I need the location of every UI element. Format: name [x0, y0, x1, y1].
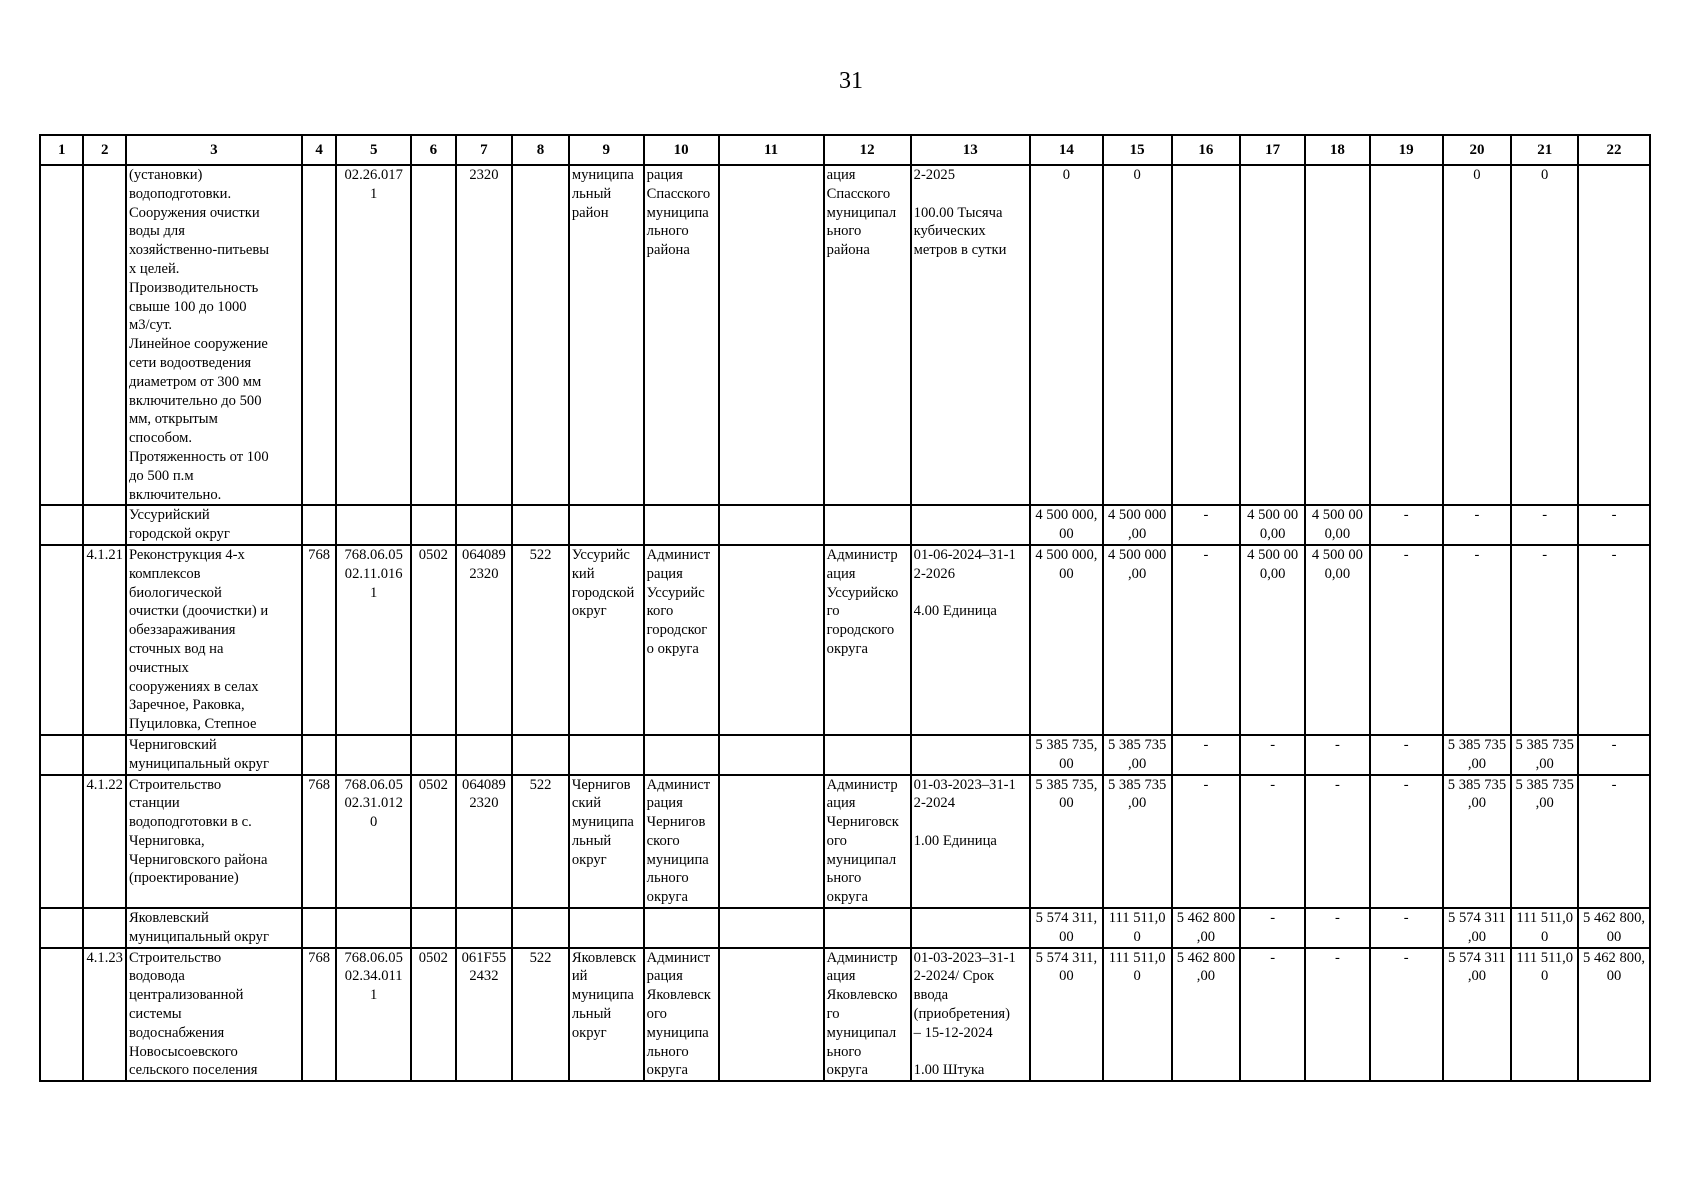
cell-col-6 [411, 908, 455, 948]
column-header-16: 16 [1172, 135, 1241, 165]
cell-col-19: - [1370, 775, 1443, 909]
cell-col-3: Уссурийский городской округ [126, 505, 302, 545]
cell-col-14: 5 385 735, 00 [1030, 775, 1103, 909]
cell-col-21: 111 511,0 0 [1511, 948, 1578, 1082]
table-row [40, 908, 1650, 948]
cell-col-12 [824, 908, 911, 948]
cell-col-13: 01-03-2023–31-1 2-2024 1.00 Единица [911, 775, 1030, 909]
cell-col-6 [411, 735, 455, 775]
cell-col-14: 4 500 000, 00 [1030, 505, 1103, 545]
cell-col-2 [83, 908, 125, 948]
table-row [40, 505, 1650, 545]
column-header-19: 19 [1370, 135, 1443, 165]
cell-col-21: 111 511,0 0 [1511, 908, 1578, 948]
cell-col-22 [1578, 165, 1650, 505]
table-body [40, 165, 1650, 1081]
cell-col-3: Строительство водовода централизованной системы водоснабжения Новосысоевского сельского поселения [126, 948, 302, 1082]
cell-col-1 [40, 908, 83, 948]
cell-col-7 [456, 505, 513, 545]
cell-col-17: - [1240, 948, 1305, 1082]
cell-col-5 [336, 908, 411, 948]
cell-col-4: 768 [302, 775, 336, 909]
cell-col-13 [911, 735, 1030, 775]
cell-col-18: - [1305, 735, 1370, 775]
cell-col-16: - [1172, 545, 1241, 735]
cell-col-2 [83, 735, 125, 775]
cell-col-10: рация Спасского муниципа льного района [644, 165, 719, 505]
column-header-22: 22 [1578, 135, 1650, 165]
cell-col-9 [569, 735, 644, 775]
cell-col-4: 768 [302, 545, 336, 735]
cell-col-22: - [1578, 545, 1650, 735]
cell-col-3: Реконструкция 4-х комплексов биологической очистки (доочистки) и обеззараживания сточных вод на очистных сооружениях в селах Заречное, Раковка, Пуциловка, Степное [126, 545, 302, 735]
cell-col-17: - [1240, 908, 1305, 948]
cell-col-9 [569, 505, 644, 545]
cell-col-7: 064089 2320 [456, 775, 513, 909]
cell-col-18: - [1305, 908, 1370, 948]
cell-col-15: 4 500 000 ,00 [1103, 505, 1172, 545]
cell-col-12: Администр ация Уссурийско го городского округа [824, 545, 911, 735]
cell-col-10: Админист рация Уссурийс кого городског о округа [644, 545, 719, 735]
cell-col-15: 111 511,0 0 [1103, 908, 1172, 948]
column-header-3: 3 [126, 135, 302, 165]
cell-col-6 [411, 165, 455, 505]
cell-col-20: - [1443, 505, 1512, 545]
cell-col-4: 768 [302, 948, 336, 1082]
cell-col-13 [911, 505, 1030, 545]
cell-col-20: 0 [1443, 165, 1512, 505]
cell-col-2: 4.1.22 [83, 775, 125, 909]
cell-col-10: Админист рация Чернигов ского муниципа льного округа [644, 775, 719, 909]
cell-col-9: Уссурийс кий городской округ [569, 545, 644, 735]
table-row [40, 948, 1650, 1082]
cell-col-14: 0 [1030, 165, 1103, 505]
cell-col-17: 4 500 00 0,00 [1240, 545, 1305, 735]
cell-col-15: 5 385 735 ,00 [1103, 735, 1172, 775]
cell-col-2 [83, 505, 125, 545]
cell-col-8: 522 [512, 775, 569, 909]
cell-col-7: 064089 2320 [456, 545, 513, 735]
column-header-5: 5 [336, 135, 411, 165]
cell-col-10: Админист рация Яковлевск ого муниципа льного округа [644, 948, 719, 1082]
column-header-11: 11 [719, 135, 824, 165]
cell-col-22: 5 462 800, 00 [1578, 908, 1650, 948]
column-header-6: 6 [411, 135, 455, 165]
cell-col-9: муниципа льный район [569, 165, 644, 505]
column-header-12: 12 [824, 135, 911, 165]
cell-col-5: 768.06.05 02.31.012 0 [336, 775, 411, 909]
cell-col-15: 111 511,0 0 [1103, 948, 1172, 1082]
header-row [40, 135, 1650, 165]
cell-col-9: Яковлевск ий муниципа льный округ [569, 948, 644, 1082]
cell-col-19: - [1370, 545, 1443, 735]
cell-col-7 [456, 735, 513, 775]
cell-col-1 [40, 735, 83, 775]
cell-col-6: 0502 [411, 545, 455, 735]
column-header-14: 14 [1030, 135, 1103, 165]
cell-col-8 [512, 505, 569, 545]
cell-col-14: 4 500 000, 00 [1030, 545, 1103, 735]
cell-col-12 [824, 505, 911, 545]
cell-col-18: 4 500 00 0,00 [1305, 545, 1370, 735]
cell-col-14: 5 574 311, 00 [1030, 908, 1103, 948]
cell-col-16: - [1172, 505, 1241, 545]
cell-col-5 [336, 505, 411, 545]
cell-col-22: 5 462 800, 00 [1578, 948, 1650, 1082]
cell-col-13: 2-2025 100.00 Тысяча кубических метров в сутки [911, 165, 1030, 505]
cell-col-22: - [1578, 735, 1650, 775]
cell-col-15: 0 [1103, 165, 1172, 505]
cell-col-20: 5 385 735 ,00 [1443, 735, 1512, 775]
cell-col-3: Черниговский муниципальный округ [126, 735, 302, 775]
cell-col-16: - [1172, 735, 1241, 775]
cell-col-1 [40, 775, 83, 909]
column-header-9: 9 [569, 135, 644, 165]
cell-col-11 [719, 775, 824, 909]
cell-col-6: 0502 [411, 775, 455, 909]
cell-col-11 [719, 908, 824, 948]
cell-col-16: - [1172, 775, 1241, 909]
column-header-13: 13 [911, 135, 1030, 165]
cell-col-20: 5 574 311 ,00 [1443, 908, 1512, 948]
cell-col-21: - [1511, 505, 1578, 545]
cell-col-18: - [1305, 948, 1370, 1082]
cell-col-7: 2320 [456, 165, 513, 505]
cell-col-6 [411, 505, 455, 545]
cell-col-19: - [1370, 908, 1443, 948]
cell-col-10 [644, 735, 719, 775]
cell-col-13: 01-06-2024–31-1 2-2026 4.00 Единица [911, 545, 1030, 735]
table-row [40, 165, 1650, 505]
column-header-18: 18 [1305, 135, 1370, 165]
column-header-17: 17 [1240, 135, 1305, 165]
cell-col-8: 522 [512, 545, 569, 735]
cell-col-14: 5 574 311, 00 [1030, 948, 1103, 1082]
cell-col-1 [40, 505, 83, 545]
cell-col-12: ация Спасского муниципал ьного района [824, 165, 911, 505]
cell-col-12: Администр ация Яковлевско го муниципал ьного округа [824, 948, 911, 1082]
cell-col-1 [40, 165, 83, 505]
cell-col-8 [512, 165, 569, 505]
cell-col-17 [1240, 165, 1305, 505]
cell-col-21: 5 385 735 ,00 [1511, 735, 1578, 775]
cell-col-12 [824, 735, 911, 775]
cell-col-2 [83, 165, 125, 505]
cell-col-3: Яковлевский муниципальный округ [126, 908, 302, 948]
column-header-1: 1 [40, 135, 83, 165]
cell-col-10 [644, 505, 719, 545]
cell-col-1 [40, 948, 83, 1082]
cell-col-19: - [1370, 948, 1443, 1082]
cell-col-11 [719, 948, 824, 1082]
cell-col-2: 4.1.21 [83, 545, 125, 735]
cell-col-20: - [1443, 545, 1512, 735]
cell-col-12: Администр ация Черниговск ого муниципал ьного округа [824, 775, 911, 909]
cell-col-18: - [1305, 775, 1370, 909]
column-header-21: 21 [1511, 135, 1578, 165]
cell-col-13: 01-03-2023–31-1 2-2024/ Срок ввода (приобретения) – 15-12-2024 1.00 Штука [911, 948, 1030, 1082]
cell-col-13 [911, 908, 1030, 948]
column-header-2: 2 [83, 135, 125, 165]
cell-col-5: 768.06.05 02.11.016 1 [336, 545, 411, 735]
cell-col-11 [719, 545, 824, 735]
table-row [40, 775, 1650, 909]
cell-col-8 [512, 908, 569, 948]
cell-col-21: - [1511, 545, 1578, 735]
budget-table [39, 134, 1651, 1082]
cell-col-7: 061F55 2432 [456, 948, 513, 1082]
cell-col-6: 0502 [411, 948, 455, 1082]
cell-col-19: - [1370, 735, 1443, 775]
cell-col-16: 5 462 800 ,00 [1172, 948, 1241, 1082]
cell-col-5: 768.06.05 02.34.011 1 [336, 948, 411, 1082]
cell-col-19 [1370, 165, 1443, 505]
table-row [40, 735, 1650, 775]
cell-col-7 [456, 908, 513, 948]
cell-col-18 [1305, 165, 1370, 505]
cell-col-22: - [1578, 505, 1650, 545]
cell-col-22: - [1578, 775, 1650, 909]
cell-col-9: Чернигов ский муниципа льный округ [569, 775, 644, 909]
cell-col-19: - [1370, 505, 1443, 545]
cell-col-2: 4.1.23 [83, 948, 125, 1082]
cell-col-9 [569, 908, 644, 948]
column-header-15: 15 [1103, 135, 1172, 165]
cell-col-5: 02.26.017 1 [336, 165, 411, 505]
cell-col-20: 5 385 735 ,00 [1443, 775, 1512, 909]
column-header-20: 20 [1443, 135, 1512, 165]
cell-col-17: - [1240, 735, 1305, 775]
cell-col-11 [719, 165, 824, 505]
cell-col-3: Строительство станции водоподготовки в с. Черниговка, Черниговского района (проектирование) [126, 775, 302, 909]
cell-col-1 [40, 545, 83, 735]
column-header-10: 10 [644, 135, 719, 165]
cell-col-16 [1172, 165, 1241, 505]
column-header-7: 7 [456, 135, 513, 165]
cell-col-15: 4 500 000 ,00 [1103, 545, 1172, 735]
cell-col-11 [719, 505, 824, 545]
cell-col-20: 5 574 311 ,00 [1443, 948, 1512, 1082]
table-row [40, 545, 1650, 735]
cell-col-16: 5 462 800 ,00 [1172, 908, 1241, 948]
cell-col-15: 5 385 735 ,00 [1103, 775, 1172, 909]
cell-col-4 [302, 908, 336, 948]
cell-col-21: 5 385 735 ,00 [1511, 775, 1578, 909]
cell-col-5 [336, 735, 411, 775]
cell-col-8: 522 [512, 948, 569, 1082]
cell-col-17: 4 500 00 0,00 [1240, 505, 1305, 545]
column-header-4: 4 [302, 135, 336, 165]
cell-col-4 [302, 505, 336, 545]
cell-col-21: 0 [1511, 165, 1578, 505]
cell-col-4 [302, 165, 336, 505]
cell-col-18: 4 500 00 0,00 [1305, 505, 1370, 545]
cell-col-3: (установки) водоподготовки. Сооружения очистки воды для хозяйственно-питьевы х целей. Производительность свыше 100 до 1000 м3/сут. Линейное сооружение сети водоотведения диаметром от 300 мм включительно до 500 мм, открытым способом. Протяженность от 100 до 500 п.м включительно. [126, 165, 302, 505]
cell-col-10 [644, 908, 719, 948]
cell-col-17: - [1240, 775, 1305, 909]
cell-col-14: 5 385 735, 00 [1030, 735, 1103, 775]
cell-col-11 [719, 735, 824, 775]
page-number: 31 [839, 68, 863, 94]
column-header-8: 8 [512, 135, 569, 165]
cell-col-8 [512, 735, 569, 775]
cell-col-4 [302, 735, 336, 775]
